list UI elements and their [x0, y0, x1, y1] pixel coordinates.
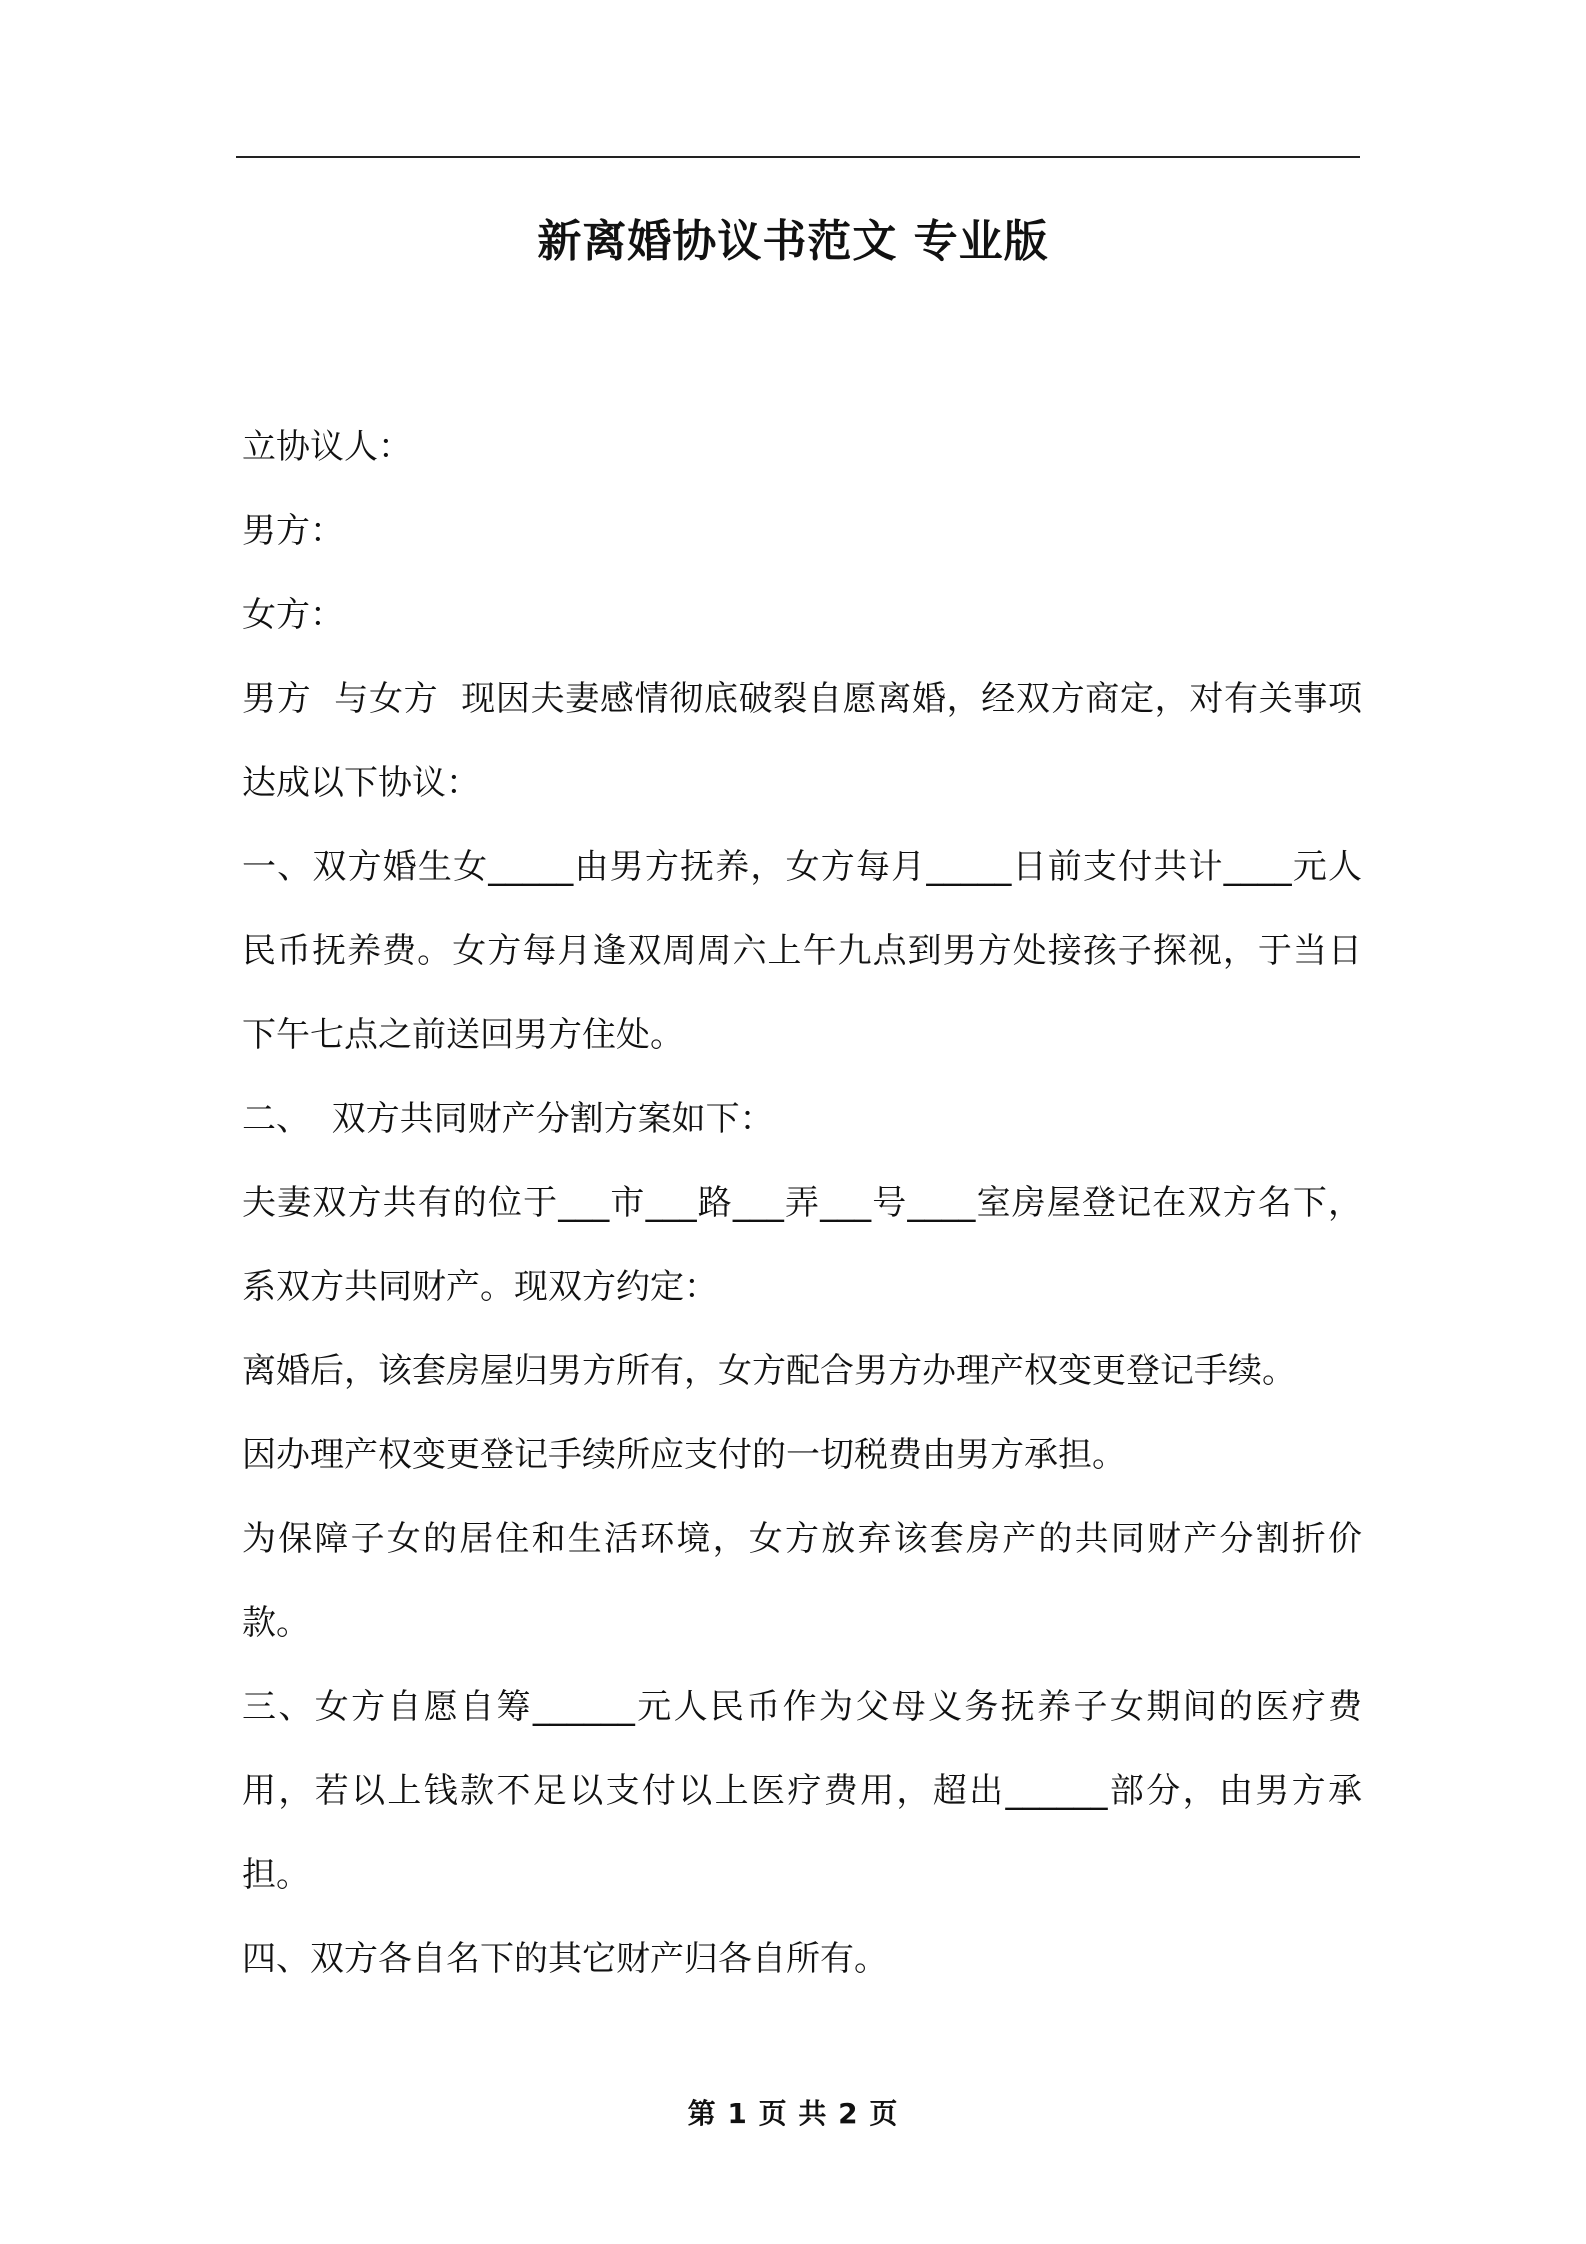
- paragraph-clause-1: 一、双方婚生女_____由男方抚养，女方每月_____日前支付共计____元人民币抚养费。女方每月逢双周周六上午九点到男方处接孩子探视，于当日下午七点之前送回男方住处。: [242, 847, 1362, 1055]
- paragraph-female-party: 女方：: [242, 595, 344, 635]
- paragraph-preamble: 男方 与女方 现因夫妻感情彻底破裂自愿离婚，经双方商定，对有关事项达成以下协议：: [242, 679, 1362, 803]
- paragraph-property-description: 夫妻双方共有的位于___市___路___弄___号____室房屋登记在双方名下，系双方共同财产。现双方约定：: [242, 1183, 1362, 1307]
- paragraph-clause-3: 三、女方自愿自筹______元人民币作为父母义务抚养子女期间的医疗费用，若以上钱款不足以支付以上医疗费用，超出______部分，由男方承担。: [242, 1687, 1362, 1895]
- paragraph-parties-heading: 立协议人：: [242, 427, 412, 467]
- paragraph-property-ownership: 离婚后，该套房屋归男方所有，女方配合男方办理产权变更登记手续。: [242, 1351, 1296, 1391]
- paragraph-property-taxes: 因办理产权变更登记手续所应支付的一切税费由男方承担。: [242, 1435, 1126, 1475]
- paragraph-property-waiver: 为保障子女的居住和生活环境，女方放弃该套房产的共同财产分割折价款。: [242, 1519, 1362, 1643]
- document-body: [242, 405, 1362, 2001]
- document-title: 新离婚协议书范文 专业版: [537, 216, 1049, 267]
- header-rule: [236, 156, 1360, 158]
- paragraph-clause-4: 四、双方各自名下的其它财产归各自所有。: [242, 1939, 888, 1979]
- paragraph-male-party: 男方：: [242, 511, 344, 551]
- page-number-footer: 第 1 页 共 2 页: [687, 2097, 899, 2130]
- paragraph-clause-2-heading: 二、 双方共同财产分割方案如下：: [242, 1099, 774, 1139]
